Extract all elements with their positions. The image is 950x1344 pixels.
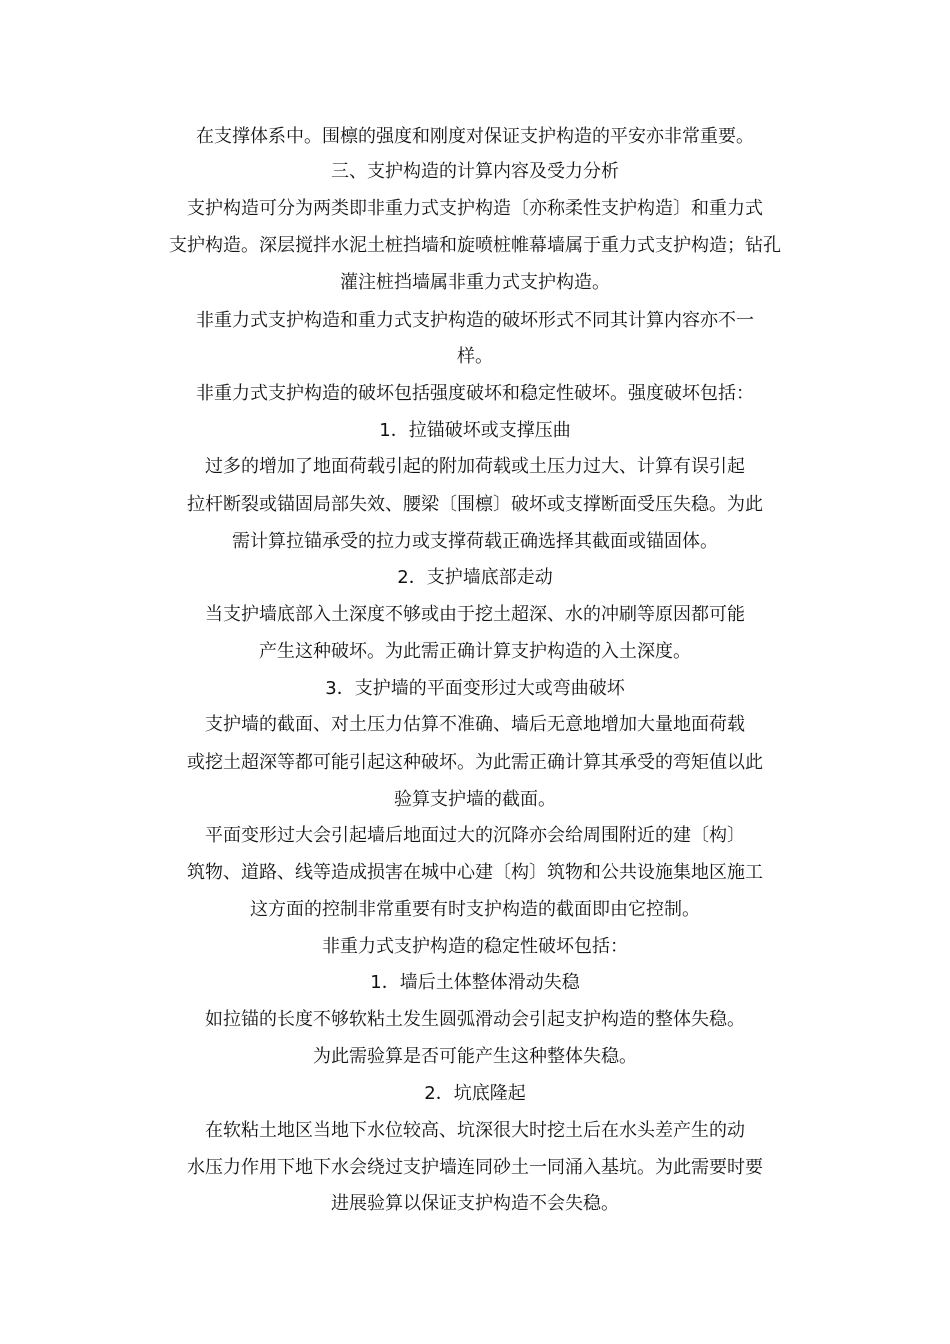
paragraph-line-16: 平面变形过大会引起墙后地面过大的沉降亦会给周围附近的建〔构〕: [205, 825, 745, 846]
paragraph-line-23: 水压力作用下地下水会绕过支护墙连同砂土一同涌入基坑。为此需要时要: [187, 1157, 763, 1178]
subheading-pit-heave: 2．坑底隆起: [424, 1083, 526, 1104]
paragraph-line-1: 在支撑体系中。围檩的强度和刚度对保证支护构造的平安亦非常重要。: [196, 126, 754, 147]
paragraph-line-3: 支护构造。深层搅拌水泥土桩挡墙和旋喷桩帷幕墙属于重力式支护构造；钻孔: [169, 235, 781, 256]
paragraph-line-13: 支护墙的截面、对土压力估算不准确、墙后无意地增加大量地面荷载: [205, 714, 745, 735]
paragraph-line-10: 需计算拉锚承受的拉力或支撑荷载正确选择其截面或锚固体。: [232, 531, 718, 552]
paragraph-line-5: 非重力式支护构造和重力式支护构造的破坏形式不同其计算内容亦不一: [196, 310, 754, 331]
paragraph-line-8: 过多的增加了地面荷载引起的附加荷载或土压力过大、计算有误引起: [205, 456, 745, 477]
paragraph-line-22: 在软粘土地区当地下水位较高、坑深很大时挖土后在水头差产生的动: [205, 1120, 745, 1141]
paragraph-line-4: 灌注桩挡墙属非重力式支护构造。: [340, 272, 610, 293]
paragraph-line-9: 拉杆断裂或锚固局部失效、腰梁〔围檩〕破坏或支撑断面受压失稳。为此: [187, 494, 763, 515]
subheading-tie-failure: 1．拉锚破坏或支撑压曲: [379, 420, 571, 441]
section-heading-3: 三、支护构造的计算内容及受力分析: [331, 161, 619, 182]
subheading-wall-deformation: 3．支护墙的平面变形过大或弯曲破坏: [325, 678, 625, 699]
paragraph-line-12: 产生这种破坏。为此需正确计算支护构造的入土深度。: [259, 641, 691, 662]
paragraph-line-15: 验算支护墙的截面。: [394, 789, 556, 810]
paragraph-line-17: 筑物、道路、线等造成损害在城中心建〔构〕筑物和公共设施集地区施工: [187, 862, 763, 883]
paragraph-line-14: 或挖土超深等都可能引起这种破坏。为此需正确计算其承受的弯矩值以此: [187, 752, 763, 773]
subheading-overall-sliding: 1．墙后土体整体滑动失稳: [370, 972, 580, 993]
paragraph-line-19: 非重力式支护构造的稳定性破坏包括：: [322, 936, 628, 957]
paragraph-line-6: 样。: [457, 346, 493, 367]
paragraph-line-2: 支护构造可分为两类即非重力式支护构造〔亦称柔性支护构造〕和重力式: [187, 198, 763, 219]
subheading-wall-base-movement: 2．支护墙底部走动: [397, 567, 553, 588]
paragraph-line-21: 为此需验算是否可能产生这种整体失稳。: [313, 1046, 637, 1067]
paragraph-line-20: 如拉锚的长度不够软粘土发生圆弧滑动会引起支护构造的整体失稳。: [205, 1009, 745, 1030]
paragraph-line-24: 进展验算以保证支护构造不会失稳。: [331, 1193, 619, 1214]
paragraph-line-7: 非重力式支护构造的破坏包括强度破坏和稳定性破坏。强度破坏包括：: [196, 383, 754, 404]
paragraph-line-11: 当支护墙底部入土深度不够或由于挖土超深、水的冲刷等原因都可能: [205, 604, 745, 625]
paragraph-line-18: 这方面的控制非常重要有时支护构造的截面即由它控制。: [250, 899, 700, 920]
